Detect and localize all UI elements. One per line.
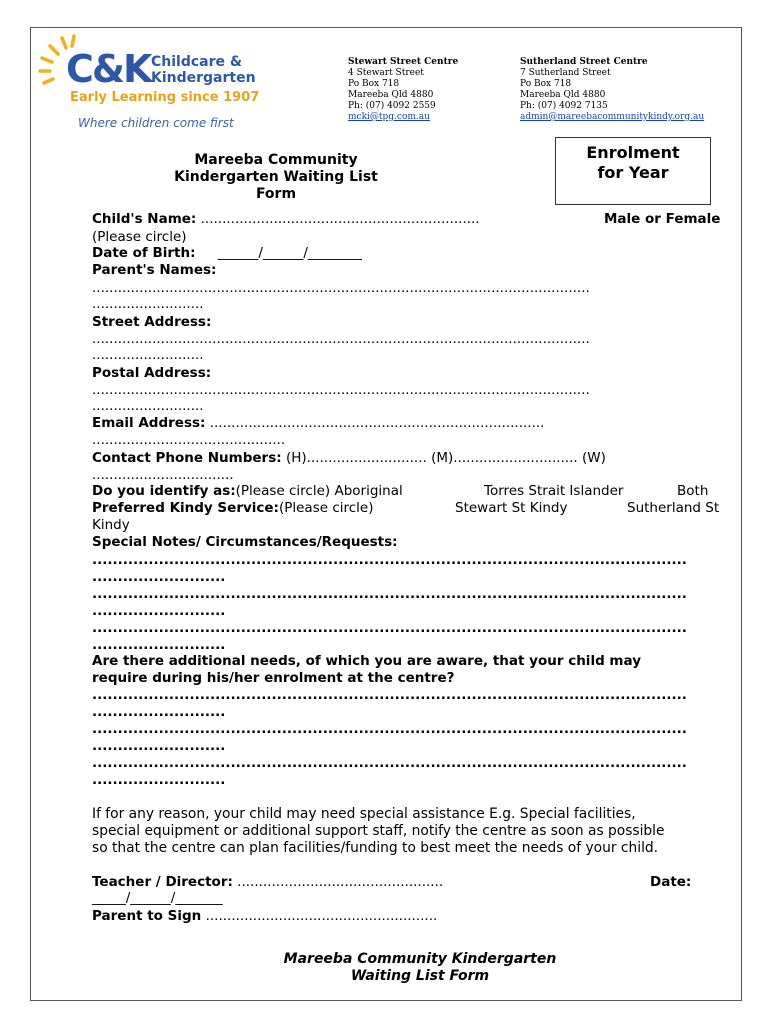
postal-label: Postal Address:	[92, 365, 212, 381]
needs-line-cont[interactable]: ..........................	[92, 704, 226, 720]
parents-line-cont[interactable]: ..........................	[92, 296, 204, 312]
notes-line-cont[interactable]: ..........................	[92, 637, 226, 653]
parents-label: Parent's Names:	[92, 262, 217, 278]
date-label: Date:	[650, 874, 692, 890]
centre-address: 7 Sutherland Street	[520, 68, 611, 78]
notes-line[interactable]: ....................................................................................................................	[92, 552, 687, 568]
kindy-row: Preferred Kindy Service:(Please circle)	[92, 500, 374, 516]
email-row[interactable]: Email Address: ..............................................................................	[92, 415, 545, 431]
identify-option-tsi[interactable]: Torres Strait Islander	[484, 483, 624, 499]
kindy-option-sutherland[interactable]: Sutherland St	[627, 500, 720, 516]
dob-row[interactable]: Date of Birth: ______/______/________	[92, 245, 362, 261]
email-line-cont[interactable]: .............................................	[92, 432, 286, 448]
centre-sutherland	[520, 57, 704, 123]
gender-option[interactable]: Male or Female	[604, 211, 721, 227]
needs-line-cont[interactable]: ..........................	[92, 772, 226, 788]
needs-line[interactable]: ....................................................................................................................	[92, 687, 687, 703]
ck-logo	[36, 34, 266, 134]
parents-line[interactable]: ....................................................................................................................	[92, 280, 590, 296]
needs-line[interactable]: ....................................................................................................................	[92, 755, 687, 771]
kindy-option-sutherland-cont[interactable]: Kindy	[92, 517, 130, 533]
centre-town: Mareeba Qld 4880	[348, 90, 434, 100]
centre-phone: Ph: (07) 4092 2559	[348, 101, 436, 111]
centre-name: Sutherland Street Centre	[520, 57, 648, 67]
identify-option-aboriginal[interactable]: Aboriginal	[334, 483, 403, 499]
centre-email-link[interactable]: admin@mareebacommunitykindy.org.au	[520, 112, 705, 122]
logo-name-line1: Childcare &	[151, 54, 243, 70]
phone-row[interactable]: Contact Phone Numbers: (H)............................ (M)............................. (W)	[92, 450, 606, 466]
phone-line-cont[interactable]: .................................	[92, 467, 234, 483]
form-title: Mareeba Community Kindergarten Waiting List Form	[174, 152, 378, 202]
centre-email-link[interactable]: mcki@tpg.com.au	[348, 112, 430, 122]
logo-name-line2: Kindergarten	[151, 70, 256, 86]
enrolment-year-box[interactable]: Enrolment for Year	[555, 137, 711, 205]
needs-line[interactable]: ....................................................................................................................	[92, 721, 687, 737]
centre-pobox: Po Box 718	[348, 79, 400, 89]
identify-option-both[interactable]: Both	[677, 483, 709, 499]
notes-line-cont[interactable]: ..........................	[92, 569, 226, 585]
assistance-paragraph: If for any reason, your child may need special assistance E.g. Special facilities, special equipment or additional support staff, notify the centre as soon as possible so that the centre can plan facilities/funding to best meet the needs of your child.	[92, 806, 665, 856]
street-line-cont[interactable]: ..........................	[92, 347, 204, 363]
centre-pobox: Po Box 718	[520, 79, 572, 89]
street-line[interactable]: ....................................................................................................................	[92, 331, 590, 347]
form-footer: Mareeba Community Kindergarten Waiting List Form	[283, 951, 557, 984]
logo-brand: C&K	[66, 47, 151, 91]
centre-address: 4 Stewart Street	[348, 68, 424, 78]
notes-label: Special Notes/ Circumstances/Requests:	[92, 534, 398, 550]
date-blank[interactable]: _____/______/_______	[92, 890, 223, 906]
child-name-row[interactable]: Child's Name: .................................................................	[92, 211, 480, 227]
postal-line-cont[interactable]: ..........................	[92, 398, 204, 414]
centre-town: Mareeba Qld 4880	[520, 90, 606, 100]
postal-line[interactable]: ....................................................................................................................	[92, 382, 590, 398]
needs-line-cont[interactable]: ..........................	[92, 738, 226, 754]
kindy-option-stewart[interactable]: Stewart St Kindy	[455, 500, 568, 516]
please-circle-hint: (Please circle)	[92, 229, 187, 245]
centre-name: Stewart Street Centre	[348, 57, 459, 67]
street-label: Street Address:	[92, 314, 212, 330]
logo-tagline: Where children come first	[78, 116, 234, 130]
parent-sign-row[interactable]: Parent to Sign ......................................................	[92, 908, 438, 924]
notes-line-cont[interactable]: ..........................	[92, 603, 226, 619]
identify-row: Do you identify as:(Please circle) Aboriginal	[92, 483, 403, 499]
notes-line[interactable]: ....................................................................................................................	[92, 620, 687, 636]
centre-stewart	[348, 57, 458, 123]
notes-line[interactable]: ....................................................................................................................	[92, 586, 687, 602]
needs-question: Are there additional needs, of which you are aware, that your child may	[92, 653, 641, 669]
centre-phone: Ph: (07) 4092 7135	[520, 101, 608, 111]
teacher-sign-row[interactable]: Teacher / Director: ................................................	[92, 874, 444, 890]
logo-since: Early Learning since 1907	[70, 90, 260, 105]
needs-question-cont: require during his/her enrolment at the centre?	[92, 670, 455, 686]
